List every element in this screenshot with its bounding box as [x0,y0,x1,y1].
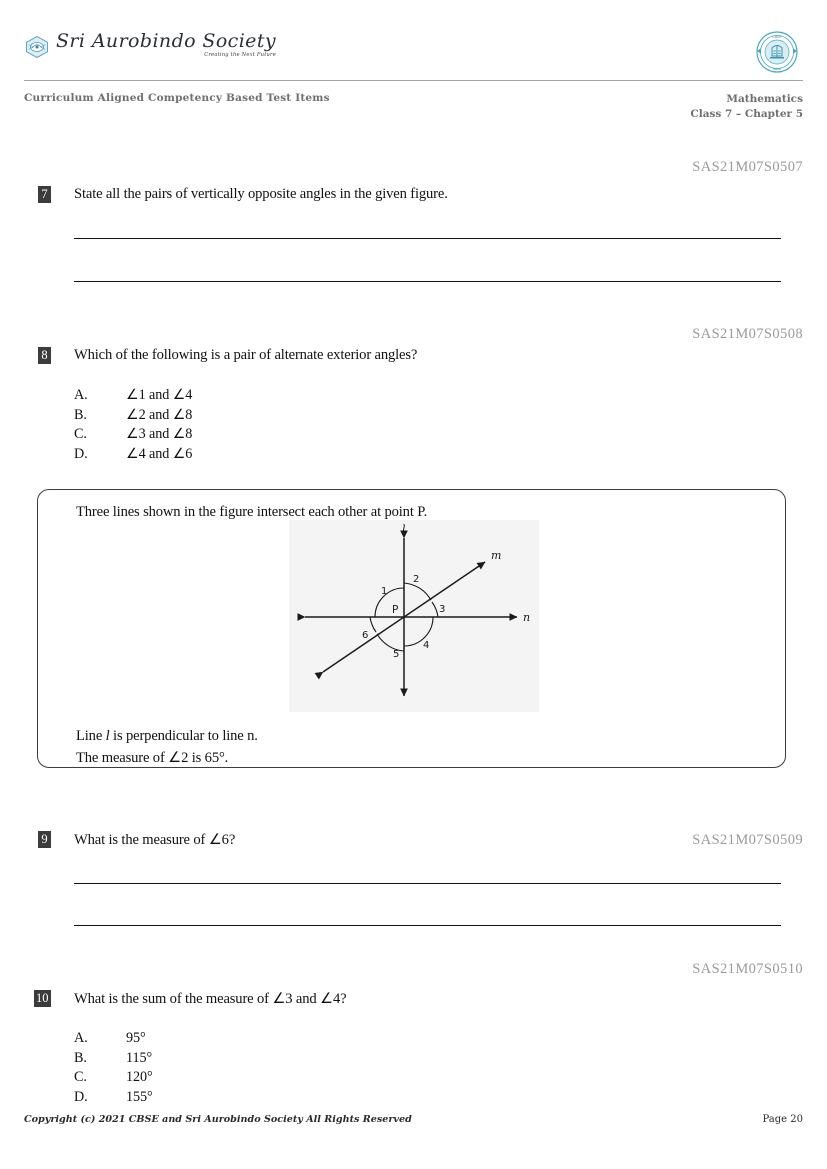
angle-arc-6 [370,617,376,632]
question-number-badge-8: 8 [38,347,51,364]
answer-line-9-2[interactable] [74,925,781,926]
header-subject: Mathematics [726,93,803,105]
answer-line-7-2[interactable] [74,281,781,282]
option-row-10-b[interactable] [74,1049,153,1069]
question-code-9: SAS21M07S0509 [692,832,803,848]
angle-label-3: 3 [439,604,446,615]
option-key: A. [74,1030,88,1046]
option-value: ∠1 and ∠4 [126,387,193,403]
option-key: D. [74,1088,88,1105]
option-value: ∠2 and ∠8 [126,406,193,423]
option-value: 155° [126,1088,153,1105]
option-value: 115° [126,1049,153,1066]
line-label-m: m [491,549,502,562]
question-code-7: SAS21M07S0507 [692,159,803,175]
header-class-chapter: Class 7 – Chapter 5 [690,108,803,121]
header-right-block [690,92,803,122]
stimulus-intro: Three lines shown in the figure intersect each other at point P. [76,504,428,520]
option-row-8-b[interactable] [74,406,192,426]
logo-wordmark [56,32,276,58]
angle-arc-5 [377,634,404,651]
logo-tagline: Creating the Next Future [204,52,276,58]
fact-prefix: Line [76,728,106,744]
question-text-7: State all the pairs of vertically opposite angles in the given figure. [74,186,448,202]
angle-arc-2 [404,583,431,600]
angle-arc-3 [432,602,438,617]
angle-arc-1 [375,588,404,617]
vertex-label-P: P [392,604,399,616]
options-list-8 [74,386,192,464]
sri-aurobindo-society-logo [24,32,276,59]
svg-text:CBSE: CBSE [772,35,782,39]
question-number-badge-9: 9 [38,831,51,848]
footer-page-number: Page 20 [762,1114,803,1125]
fact-line-name: l [105,728,110,744]
option-row-8-c[interactable] [74,425,192,445]
option-value: ∠3 and ∠8 [126,426,193,443]
stimulus-box [37,489,786,768]
figure-container [289,520,539,712]
option-row-8-d[interactable] [74,445,192,465]
option-key: B. [74,1049,87,1066]
option-key: D. [74,445,88,462]
angle-label-6: 6 [362,630,369,641]
stimulus-fact-2: The measure of ∠2 is 65°. [76,750,229,766]
question-code-8: SAS21M07S0508 [692,326,803,342]
header-divider [24,80,803,81]
header-left-title: Curriculum Aligned Competency Based Test Items [24,92,330,104]
fact-suffix: is perpendicular to line n. [109,728,258,744]
stimulus-fact-1 [76,728,258,745]
page-header [0,0,827,140]
cbse-seal-icon [751,26,803,78]
option-key: A. [74,387,88,403]
angle-label-2: 2 [413,574,420,585]
answer-line-9-1[interactable] [74,883,781,884]
option-value: 95° [126,1030,146,1046]
line-label-n: n [523,611,531,624]
option-row-10-a[interactable] [74,1029,153,1049]
question-text-9: What is the measure of ∠6? [74,832,236,848]
angle-label-1: 1 [381,586,388,597]
question-text-10: What is the sum of the measure of ∠3 and ∠4? [74,991,347,1007]
options-list-10 [74,1029,153,1107]
svg-text:INDIA: INDIA [772,67,782,71]
option-key: C. [74,426,87,443]
option-value: ∠4 and ∠6 [126,445,193,462]
question-number-badge-10: 10 [36,991,49,1005]
option-row-8-a[interactable] [74,386,192,406]
footer-copyright: Copyright (c) 2021 CBSE and Sri Aurobindo Society All Rights Reserved [24,1114,412,1125]
logo-name: Sri Aurobindo Society [56,30,276,52]
line-label-l: l [402,523,406,536]
option-row-10-c[interactable] [74,1068,153,1088]
angle-label-5: 5 [393,649,400,660]
question-text-8: Which of the following is a pair of alternate exterior angles? [74,347,418,363]
lotus-hexagon-emblem-icon [24,35,50,59]
page-footer [0,1114,827,1138]
option-value: 120° [126,1069,153,1086]
angle-label-4: 4 [423,640,430,651]
question-code-10: SAS21M07S0510 [692,961,803,977]
three-intersecting-lines-diagram [289,520,539,712]
answer-line-7-1[interactable] [74,238,781,239]
option-key: B. [74,406,87,423]
option-key: C. [74,1069,87,1086]
option-row-10-d[interactable] [74,1088,153,1108]
question-number-badge-7: 7 [38,186,51,203]
